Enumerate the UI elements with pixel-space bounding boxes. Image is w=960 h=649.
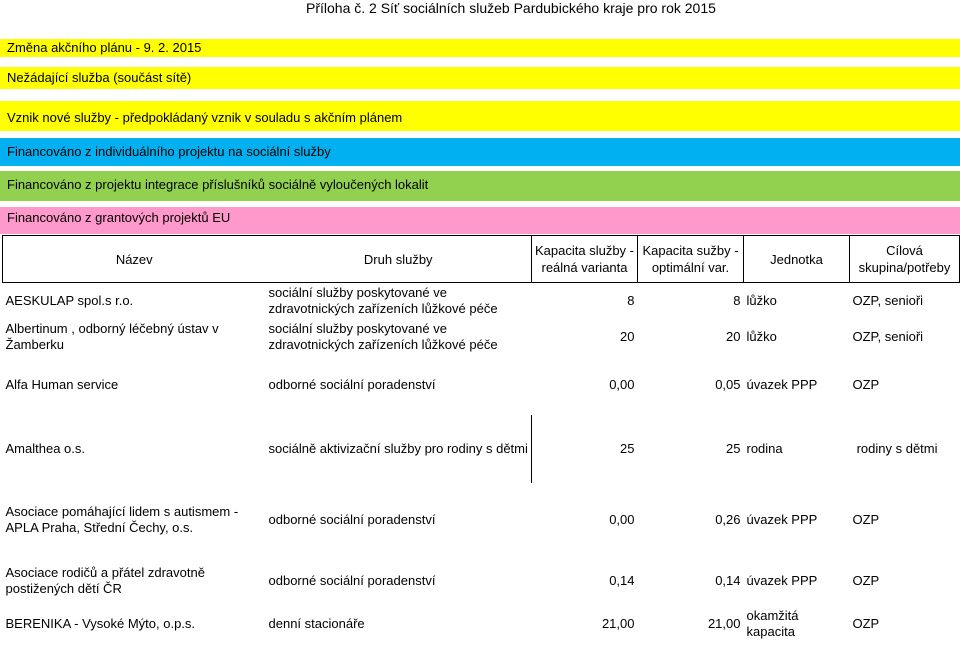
cell-service: odborné sociální poradenství: [268, 512, 436, 527]
column-header-unit: Jednotka: [744, 236, 850, 283]
services-table: [2, 235, 960, 643]
cell-name: Albertinum , odborný léčebný ústav v Žamberku: [5, 320, 219, 352]
cell-capacity-optimal: 21,00: [707, 616, 741, 631]
column-header-target-group: Cílová skupina/potřeby: [850, 236, 960, 283]
cell-capacity-real: 8: [627, 293, 635, 309]
cell-service: denní stacionáře: [268, 616, 365, 631]
legend-eu-grants: Financováno z grantových projektů EU: [0, 207, 960, 234]
cell-capacity-real: 25: [620, 441, 635, 456]
cell-unit: úvazek PPP: [746, 377, 818, 392]
cell-unit: lůžko: [746, 329, 777, 344]
cell-service: odborné sociální poradenství: [268, 573, 436, 588]
table-row: [3, 483, 960, 557]
table-row: [3, 283, 960, 319]
cell-unit: rodina: [746, 441, 783, 456]
cell-capacity-real: 0,00: [609, 377, 635, 392]
cell-target-group: rodiny s dětmi: [856, 441, 938, 456]
cell-capacity-real: 0,00: [609, 512, 635, 527]
cell-name: BERENIKA - Vysoké Mýto, o.p.s.: [5, 616, 196, 631]
cell-target-group: OZP: [852, 616, 880, 631]
cell-target-group: OZP, senioři: [852, 329, 924, 344]
table-row: [3, 355, 960, 415]
cell-unit: lůžko: [746, 293, 777, 309]
cell-service: sociální služby poskytované ve zdravotnických zařízeních lůžkové péče: [268, 284, 498, 316]
cell-unit: okamžitá kapacita: [746, 607, 799, 639]
page-title: [0, 0, 960, 17]
cell-name: Asociace rodičů a přátel zdravotně postižených dětí ČR: [5, 564, 205, 596]
cell-capacity-optimal: 25: [726, 441, 741, 456]
cell-capacity-real: 20: [620, 329, 635, 344]
table-header-row: [3, 236, 960, 283]
page-title-text: Příloha č. 2 Síť sociálních služeb Pardubického kraje pro rok 2015: [306, 0, 716, 16]
cell-target-group: OZP: [852, 573, 880, 588]
cell-target-group: OZP: [852, 377, 880, 392]
column-header-service: Druh služby: [266, 236, 532, 283]
cell-name: Amalthea o.s.: [5, 441, 85, 456]
table-row: [3, 415, 960, 483]
cell-capacity-real: 0,14: [609, 573, 635, 588]
cell-unit: úvazek PPP: [746, 512, 818, 527]
cell-name: Asociace pomáhající lidem s autismem - APLA Praha, Střední Čechy, o.s.: [5, 503, 239, 535]
cell-name: AESKULAP spol.s r.o.: [5, 293, 134, 309]
table-row: [3, 605, 960, 643]
cell-service: odborné sociální poradenství: [268, 377, 436, 392]
column-header-capacity-real: Kapacita služby - reálná varianta: [532, 236, 638, 283]
cell-capacity-optimal: 0,14: [715, 573, 741, 588]
legend-individual-project: Financováno z individuálního projektu na sociální služby: [0, 138, 960, 166]
table-row: [3, 319, 960, 355]
cell-unit: úvazek PPP: [746, 573, 818, 588]
legend-integration-project: Financováno z projektu integrace příslušníků sociálně vyloučených lokalit: [0, 171, 960, 201]
cell-capacity-optimal: 0,26: [715, 512, 741, 527]
legend-non-requesting-service: Nežádající služba (součást sítě): [0, 67, 960, 89]
cell-service: sociálně aktivizační služby pro rodiny s dětmi: [266, 415, 532, 483]
table-row: [3, 557, 960, 605]
cell-capacity-optimal: 0,05: [715, 377, 741, 392]
legend-change-action-plan: Změna akčního plánu - 9. 2. 2015: [0, 39, 960, 57]
column-header-capacity-optimal: Kapacita sužby - optimální var.: [638, 236, 744, 283]
legend-new-service: Vznik nové služby - předpokládaný vznik v souladu s akčním plánem: [0, 101, 960, 131]
cell-service: sociální služby poskytované ve zdravotnických zařízeních lůžkové péče: [268, 320, 498, 352]
cell-capacity-real: 21,00: [601, 616, 635, 631]
cell-capacity-optimal: 20: [726, 329, 741, 344]
column-header-name: Název: [3, 236, 266, 283]
cell-capacity-optimal: 8: [733, 293, 741, 309]
cell-target-group: OZP: [852, 512, 880, 527]
cell-target-group: OZP, senioři: [852, 293, 924, 309]
cell-name: Alfa Human service: [5, 377, 119, 392]
